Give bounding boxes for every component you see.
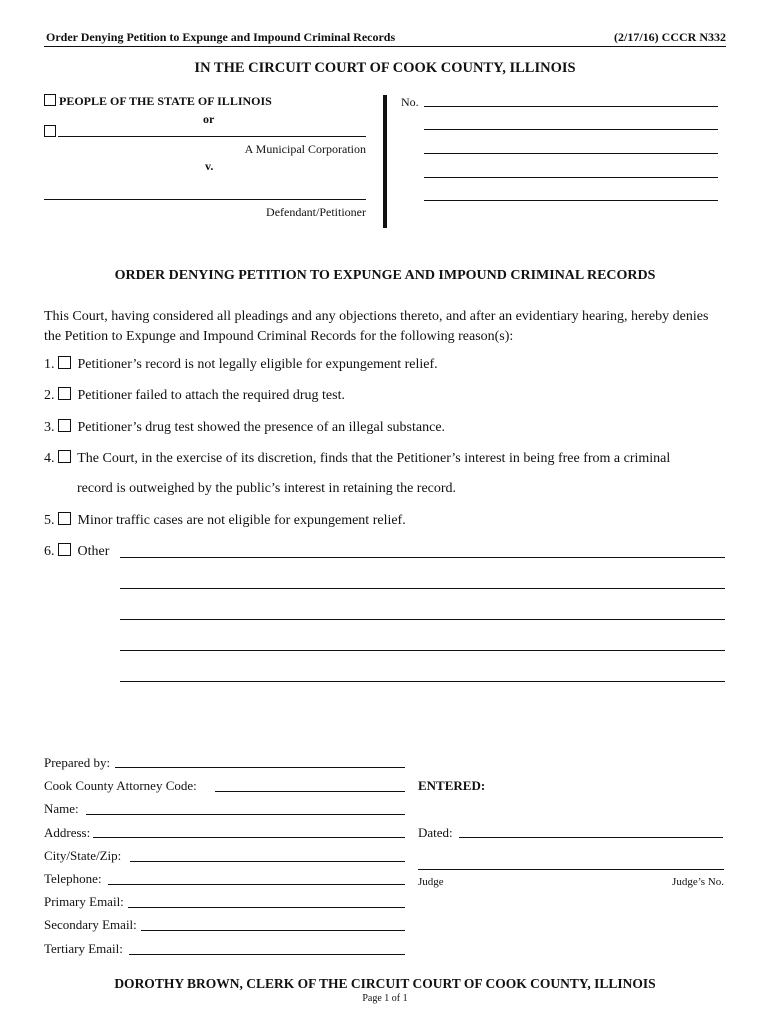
reason-number: 2. [44, 388, 55, 403]
header-rule [44, 46, 726, 47]
versus-label: v. [205, 159, 214, 173]
reason-item [44, 419, 445, 436]
intro-paragraph: This Court, having considered all pleadings and any objections thereto, and after an evidentiary hearing, hereby denies the Petition to Expunge and Impound Criminal Records for the following reason(s): [44, 309, 709, 344]
reason-item [44, 450, 670, 467]
tertiary-email-field[interactable] [129, 954, 405, 955]
page-number: Page 1 of 1 [362, 993, 408, 1004]
reason-number: 6. [44, 544, 55, 559]
telephone-field[interactable] [108, 884, 405, 885]
secondary-email-field[interactable] [141, 930, 405, 931]
dated-field[interactable] [459, 837, 723, 838]
primary-email-field[interactable] [128, 907, 405, 908]
defendant-label: Defendant/Petitioner [266, 205, 366, 219]
reason-checkbox[interactable] [58, 387, 71, 400]
judge-label: Judge [418, 876, 444, 888]
city-state-zip-field[interactable] [130, 861, 405, 862]
order-title: ORDER DENYING PETITION TO EXPUNGE AND IMPOUND CRIMINAL RECORDS [114, 268, 656, 283]
municipal-label: A Municipal Corporation [244, 142, 366, 156]
reason-number: 1. [44, 357, 55, 372]
dated-label: Dated: [418, 825, 453, 840]
reason-text: Other [77, 544, 110, 559]
tertiary-email-label: Tertiary Email: [44, 941, 123, 956]
city-state-zip-label: City/State/Zip: [44, 848, 122, 863]
people-option [44, 94, 272, 109]
attorney-code-field[interactable] [215, 791, 405, 792]
or-label: or [203, 112, 215, 126]
reason-checkbox[interactable] [58, 512, 71, 525]
reason-checkbox[interactable] [58, 543, 71, 556]
court-title: IN THE CIRCUIT COURT OF COOK COUNTY, ILLINOIS [194, 60, 576, 76]
case-info-line[interactable] [424, 153, 718, 154]
form-title: Order Denying Petition to Expunge and Impound Criminal Records [46, 30, 396, 44]
defendant-field[interactable] [44, 199, 366, 200]
municipality-field[interactable] [58, 136, 366, 137]
municipality-checkbox[interactable] [44, 125, 56, 137]
reason-item [44, 543, 109, 560]
address-label: Address: [44, 825, 91, 840]
reason-item [44, 387, 345, 404]
prepared-by-label: Prepared by: [44, 755, 111, 770]
attorney-code-label: Cook County Attorney Code: [44, 778, 197, 793]
primary-email-label: Primary Email: [44, 894, 124, 909]
name-field[interactable] [86, 814, 405, 815]
secondary-email-label: Secondary Email: [44, 917, 137, 932]
other-reason-line[interactable] [120, 650, 725, 651]
other-reason-line[interactable] [120, 557, 725, 558]
other-reason-line[interactable] [120, 588, 725, 589]
case-no-field[interactable] [424, 106, 718, 107]
case-no-label: No. [401, 95, 419, 109]
name-label: Name: [44, 801, 79, 816]
caption-divider [383, 95, 387, 228]
other-reason-line[interactable] [120, 681, 725, 682]
reason-text-continued: record is outweighed by the public’s interest in retaining the record. [77, 481, 457, 496]
address-field[interactable] [93, 837, 405, 838]
reason-text: Petitioner failed to attach the required drug test. [77, 388, 345, 403]
reason-text: The Court, in the exercise of its discretion, finds that the Petitioner’s interest in being free from a criminal [77, 451, 671, 466]
reason-text: Minor traffic cases are not eligible for expungement relief. [77, 513, 406, 528]
reason-number: 3. [44, 420, 55, 435]
people-checkbox[interactable] [44, 94, 56, 106]
form-code: (2/17/16) CCCR N332 [614, 30, 726, 44]
clerk-footer: DOROTHY BROWN, CLERK OF THE CIRCUIT COURT OF COOK COUNTY, ILLINOIS [114, 976, 656, 991]
entered-label: ENTERED: [418, 778, 486, 793]
judge-number-label: Judge’s No. [672, 876, 724, 888]
reason-text: Petitioner’s drug test showed the presence of an illegal substance. [77, 420, 446, 435]
telephone-label: Telephone: [44, 871, 102, 886]
other-reason-line[interactable] [120, 619, 725, 620]
reason-text: Petitioner’s record is not legally eligible for expungement relief. [77, 357, 438, 372]
prepared-by-field[interactable] [115, 767, 405, 768]
people-label: PEOPLE OF THE STATE OF ILLINOIS [59, 94, 272, 108]
reason-checkbox[interactable] [58, 419, 71, 432]
reason-item [44, 356, 438, 373]
reason-checkbox[interactable] [58, 356, 71, 369]
reason-checkbox[interactable] [58, 450, 71, 463]
reason-number: 5. [44, 513, 55, 528]
judge-signature-field[interactable] [418, 869, 724, 870]
case-info-line[interactable] [424, 129, 718, 130]
reason-number: 4. [44, 451, 55, 466]
case-info-line[interactable] [424, 200, 718, 201]
reason-item [44, 512, 406, 529]
case-info-line[interactable] [424, 177, 718, 178]
